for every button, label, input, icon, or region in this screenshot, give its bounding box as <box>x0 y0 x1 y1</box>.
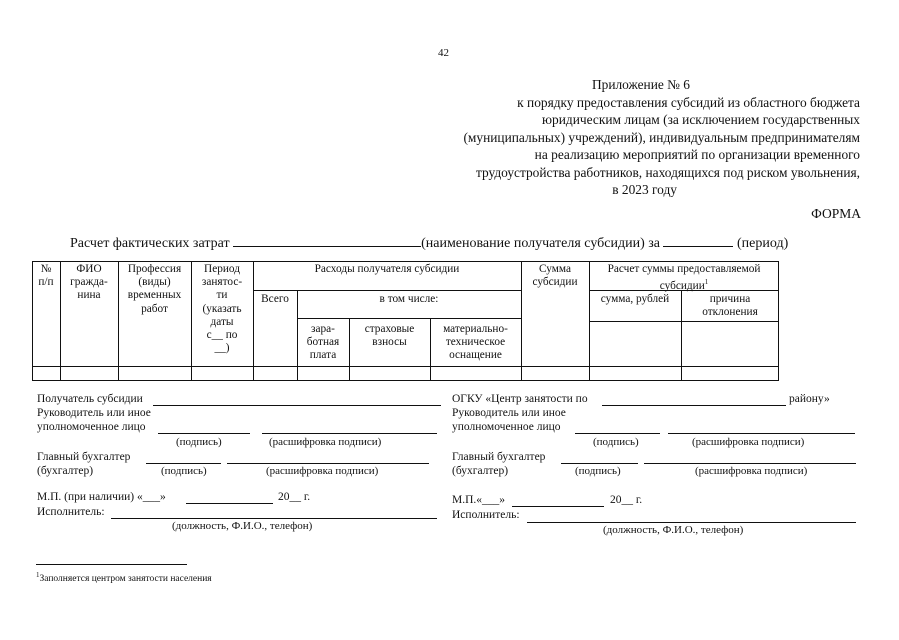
appendix-line: трудоустройства работников, находящихся под риском увольнения, <box>475 164 860 180</box>
form-title <box>70 234 788 252</box>
left-executor-line <box>111 518 437 519</box>
header-expenses: Расходы получателя субсидии <box>314 263 460 275</box>
right-year: 20__ г. <box>610 494 643 506</box>
left-recipient-line <box>153 405 441 406</box>
appendix-line: Приложение № 6 <box>591 77 690 92</box>
left-accountant-label-1: Главный бухгалтер <box>37 451 131 463</box>
right-head-label-1: Руководитель или иное <box>452 407 566 419</box>
left-year: 20__ г. <box>278 491 311 503</box>
appendix-line: юридическим лицам (за исключением государственных <box>542 112 860 127</box>
right-date-line <box>512 506 604 507</box>
right-okgu-suffix: району» <box>789 393 830 405</box>
right-head-sign-hint: (подпись) <box>593 436 639 448</box>
header-num: № п/п <box>38 263 54 289</box>
right-acc-sign-hint: (подпись) <box>575 465 621 477</box>
title-prefix: Расчет фактических затрат <box>70 236 230 251</box>
right-mp-label: М.П.«___» <box>452 494 506 506</box>
right-acc-sign-line <box>561 463 638 464</box>
right-acc-decode-line <box>644 463 856 464</box>
header-fio: ФИО гражда- нина <box>70 263 108 302</box>
header-insurance: страховые взносы <box>364 323 415 349</box>
left-mp-label: М.П. (при наличии) «___» <box>37 491 166 503</box>
header-profession: Профессия (виды) временных работ <box>127 263 182 315</box>
left-acc-decode-line <box>227 463 429 464</box>
header-period: Период занятос- ти (указать даты с__ по __) <box>201 263 243 355</box>
left-head-label-1: Руководитель или иное <box>37 407 151 419</box>
appendix-line: (муниципальных) учреждений), индивидуальным предпринимателям <box>463 129 860 145</box>
right-executor-hint: (должность, Ф.И.О., телефон) <box>603 524 744 536</box>
appendix-line: к порядку предоставления субсидий из областного бюджета <box>517 94 860 110</box>
left-head-sign-line <box>158 433 250 434</box>
header-material: материально- техническое оснащение <box>443 323 508 362</box>
left-date-line <box>186 503 273 504</box>
header-total: Всего <box>261 293 289 305</box>
right-acc-decode-hint: (расшифровка подписи) <box>695 465 808 477</box>
appendix-header <box>380 76 860 199</box>
right-executor-line <box>527 522 856 523</box>
right-head-decode-hint: (расшифровка подписи) <box>692 436 805 448</box>
header-salary: зара- ботная плата <box>306 323 340 362</box>
header-sum-subsidy: Сумма субсидии <box>532 263 578 289</box>
left-acc-sign-line <box>146 463 221 464</box>
right-accountant-label-1: Главный бухгалтер <box>452 451 546 463</box>
footnote-separator <box>36 564 187 565</box>
left-head-decode-line <box>262 433 437 434</box>
header-calc: Расчет суммы предоставляемой субсидии$^1$ <box>607 263 761 292</box>
left-acc-sign-hint: (подпись) <box>161 465 207 477</box>
expenses-table <box>32 261 779 381</box>
right-okgu-label: ОГКУ «Центр занятости по <box>452 393 588 405</box>
period-blank <box>663 234 733 247</box>
right-accountant-label-2: (бухгалтер) <box>452 465 509 477</box>
left-accountant-label-2: (бухгалтер) <box>37 465 94 477</box>
right-head-sign-line <box>575 433 660 434</box>
left-head-decode-hint: (расшифровка подписи) <box>269 436 382 448</box>
appendix-line: на реализацию мероприятий по организации временного <box>534 147 860 162</box>
header-reason: причина отклонения <box>702 293 758 319</box>
left-executor-hint: (должность, Ф.И.О., телефон) <box>172 520 313 532</box>
header-amount: сумма, рублей <box>600 293 670 305</box>
title-suffix: (период) <box>736 236 789 251</box>
left-acc-decode-hint: (расшифровка подписи) <box>266 465 379 477</box>
right-head-decode-line <box>668 433 855 434</box>
page-number: 42 <box>438 47 449 59</box>
appendix-line: в 2023 году <box>612 182 677 197</box>
left-head-label-2: уполномоченное лицо <box>37 421 146 433</box>
left-executor-label: Исполнитель: <box>37 506 105 518</box>
title-middle: (наименование получателя субсидии) за <box>421 236 660 251</box>
footnote: $^1$Заполняется центром занятости населения <box>36 571 212 585</box>
left-head-sign-hint: (подпись) <box>176 436 222 448</box>
right-executor-label: Исполнитель: <box>452 509 520 521</box>
left-recipient-label: Получатель субсидии <box>37 393 143 405</box>
right-head-label-2: уполномоченное лицо <box>452 421 561 433</box>
header-including: в том числе: <box>379 293 439 305</box>
recipient-name-blank <box>233 234 421 247</box>
form-label: ФОРМА <box>811 206 861 221</box>
right-okgu-line <box>602 405 786 406</box>
